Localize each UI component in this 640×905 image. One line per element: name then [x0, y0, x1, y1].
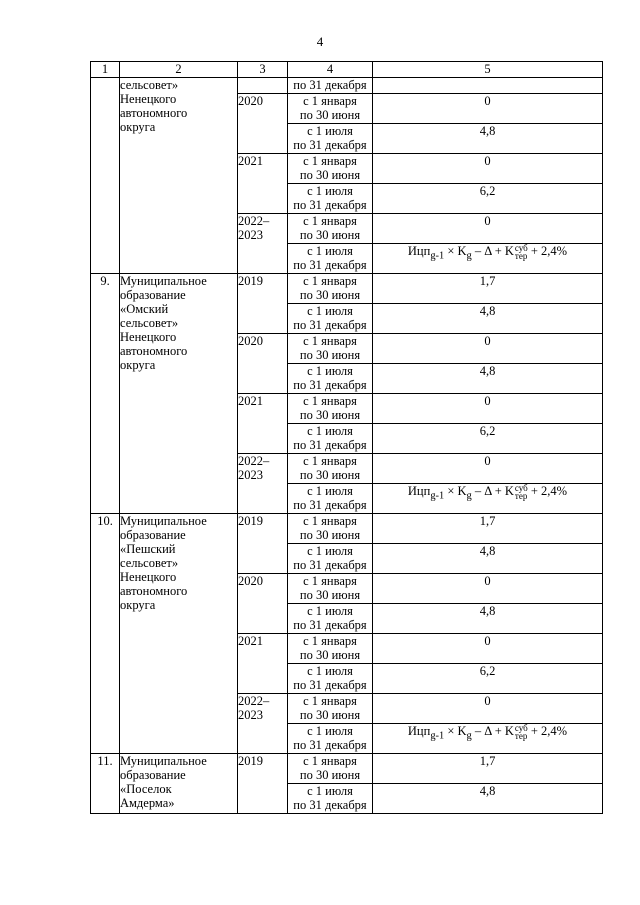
value-cell: 0: [373, 634, 603, 664]
year-cell: 2021: [238, 634, 288, 694]
period-cell: с 1 января по 30 июня: [288, 514, 373, 544]
year-cell: 2022– 2023: [238, 454, 288, 514]
formula-subscript: тер: [514, 491, 528, 502]
year-cell: 2020: [238, 334, 288, 394]
formula-subscript: g: [466, 490, 472, 502]
formula-index-stack: [515, 244, 528, 260]
header-cell: 4: [288, 62, 373, 78]
formula-part: Ицп: [407, 724, 431, 738]
value-cell: 4,8: [373, 124, 603, 154]
formula-superscript: суб: [514, 243, 528, 254]
formula-superscript: суб: [514, 723, 528, 734]
period-cell: с 1 января по 30 июня: [288, 214, 373, 244]
year-cell: 2021: [238, 394, 288, 454]
value-cell: 4,8: [373, 364, 603, 394]
year-cell: 2019: [238, 514, 288, 574]
period-cell: с 1 января по 30 июня: [288, 454, 373, 484]
formula-part: – Δ + K: [471, 484, 514, 498]
period-cell: с 1 июля по 31 декабря: [288, 664, 373, 694]
value-cell: 0: [373, 454, 603, 484]
period-cell: с 1 июля по 31 декабря: [288, 304, 373, 334]
municipality-cell: Муниципальное образование «Поселок Амдерма»: [120, 754, 238, 814]
period-cell: с 1 января по 30 июня: [288, 574, 373, 604]
row-number-cell: 10.: [91, 514, 120, 754]
formula-part: + 2,4%: [527, 244, 568, 258]
formula-subscript: g-1: [430, 730, 445, 742]
formula-part: Ицп: [407, 484, 431, 498]
year-cell: 2020: [238, 94, 288, 154]
formula-subscript: g-1: [430, 250, 445, 262]
period-cell: с 1 января по 30 июня: [288, 94, 373, 124]
year-cell: 2021: [238, 154, 288, 214]
formula-subscript: g: [466, 250, 472, 262]
header-cell: 5: [373, 62, 603, 78]
municipality-cell: Муниципальное образование «Пешский сельсовет» Ненецкого автономного округа: [120, 514, 238, 754]
formula-part: + 2,4%: [527, 484, 568, 498]
year-cell: 2019: [238, 754, 288, 814]
formula-cell: [373, 724, 603, 754]
row-number-cell: [91, 78, 120, 274]
formula-subscript: g: [466, 730, 472, 742]
period-cell: с 1 января по 30 июня: [288, 634, 373, 664]
header-cell: 2: [120, 62, 238, 78]
value-cell: 6,2: [373, 424, 603, 454]
period-cell: с 1 июля по 31 декабря: [288, 484, 373, 514]
formula-part: + 2,4%: [527, 724, 568, 738]
value-cell: 0: [373, 214, 603, 244]
tariff-table: [90, 61, 603, 814]
value-cell: 4,8: [373, 784, 603, 814]
value-cell: 1,7: [373, 514, 603, 544]
header-row: [91, 62, 603, 78]
period-cell: с 1 июля по 31 декабря: [288, 244, 373, 274]
value-cell: [373, 78, 603, 94]
formula-superscript: суб: [514, 483, 528, 494]
period-cell: с 1 июля по 31 декабря: [288, 544, 373, 574]
period-cell: с 1 января по 30 июня: [288, 394, 373, 424]
municipality-cell: Муниципальное образование «Омский сельсовет» Ненецкого автономного округа: [120, 274, 238, 514]
period-cell: с 1 января по 30 июня: [288, 694, 373, 724]
value-cell: 0: [373, 334, 603, 364]
period-cell: с 1 июля по 31 декабря: [288, 784, 373, 814]
formula-part: × K: [444, 244, 467, 258]
year-cell: 2022– 2023: [238, 214, 288, 274]
formula-cell: [373, 484, 603, 514]
header-cell: 1: [91, 62, 120, 78]
value-cell: 4,8: [373, 304, 603, 334]
formula-subscript: тер: [514, 731, 528, 742]
value-cell: 6,2: [373, 664, 603, 694]
formula-index-stack: [515, 724, 528, 740]
value-cell: 6,2: [373, 184, 603, 214]
period-cell: с 1 июля по 31 декабря: [288, 604, 373, 634]
row-number-cell: 11.: [91, 754, 120, 814]
value-cell: 0: [373, 94, 603, 124]
municipality-cell: сельсовет» Ненецкого автономного округа: [120, 78, 238, 274]
formula-part: × K: [444, 484, 467, 498]
formula-cell: [373, 244, 603, 274]
formula-part: – Δ + K: [471, 724, 514, 738]
period-cell: с 1 июля по 31 декабря: [288, 424, 373, 454]
formula-index-stack: [515, 484, 528, 500]
period-cell: по 31 декабря: [288, 78, 373, 94]
table-row: [91, 514, 603, 544]
period-cell: с 1 января по 30 июня: [288, 334, 373, 364]
value-cell: 1,7: [373, 274, 603, 304]
period-cell: с 1 июля по 31 декабря: [288, 124, 373, 154]
formula-part: – Δ + K: [471, 244, 514, 258]
period-cell: с 1 января по 30 июня: [288, 274, 373, 304]
year-cell: 2019: [238, 274, 288, 334]
value-cell: 0: [373, 154, 603, 184]
row-number-cell: 9.: [91, 274, 120, 514]
period-cell: с 1 июля по 31 декабря: [288, 724, 373, 754]
formula-part: × K: [444, 724, 467, 738]
value-cell: 0: [373, 574, 603, 604]
formula-subscript: тер: [514, 251, 528, 262]
period-cell: с 1 января по 30 июня: [288, 754, 373, 784]
value-cell: 0: [373, 394, 603, 424]
year-cell: 2022– 2023: [238, 694, 288, 754]
header-cell: 3: [238, 62, 288, 78]
value-cell: 1,7: [373, 754, 603, 784]
period-cell: с 1 января по 30 июня: [288, 154, 373, 184]
table-row: [91, 274, 603, 304]
year-cell: 2020: [238, 574, 288, 634]
period-cell: с 1 июля по 31 декабря: [288, 364, 373, 394]
value-cell: 4,8: [373, 604, 603, 634]
year-cell: [238, 78, 288, 94]
period-cell: с 1 июля по 31 декабря: [288, 184, 373, 214]
formula-part: Ицп: [407, 244, 431, 258]
page-number: 4: [316, 34, 324, 49]
table-row: [91, 78, 603, 94]
value-cell: 4,8: [373, 544, 603, 574]
value-cell: 0: [373, 694, 603, 724]
table-row: [91, 754, 603, 784]
formula-subscript: g-1: [430, 490, 445, 502]
